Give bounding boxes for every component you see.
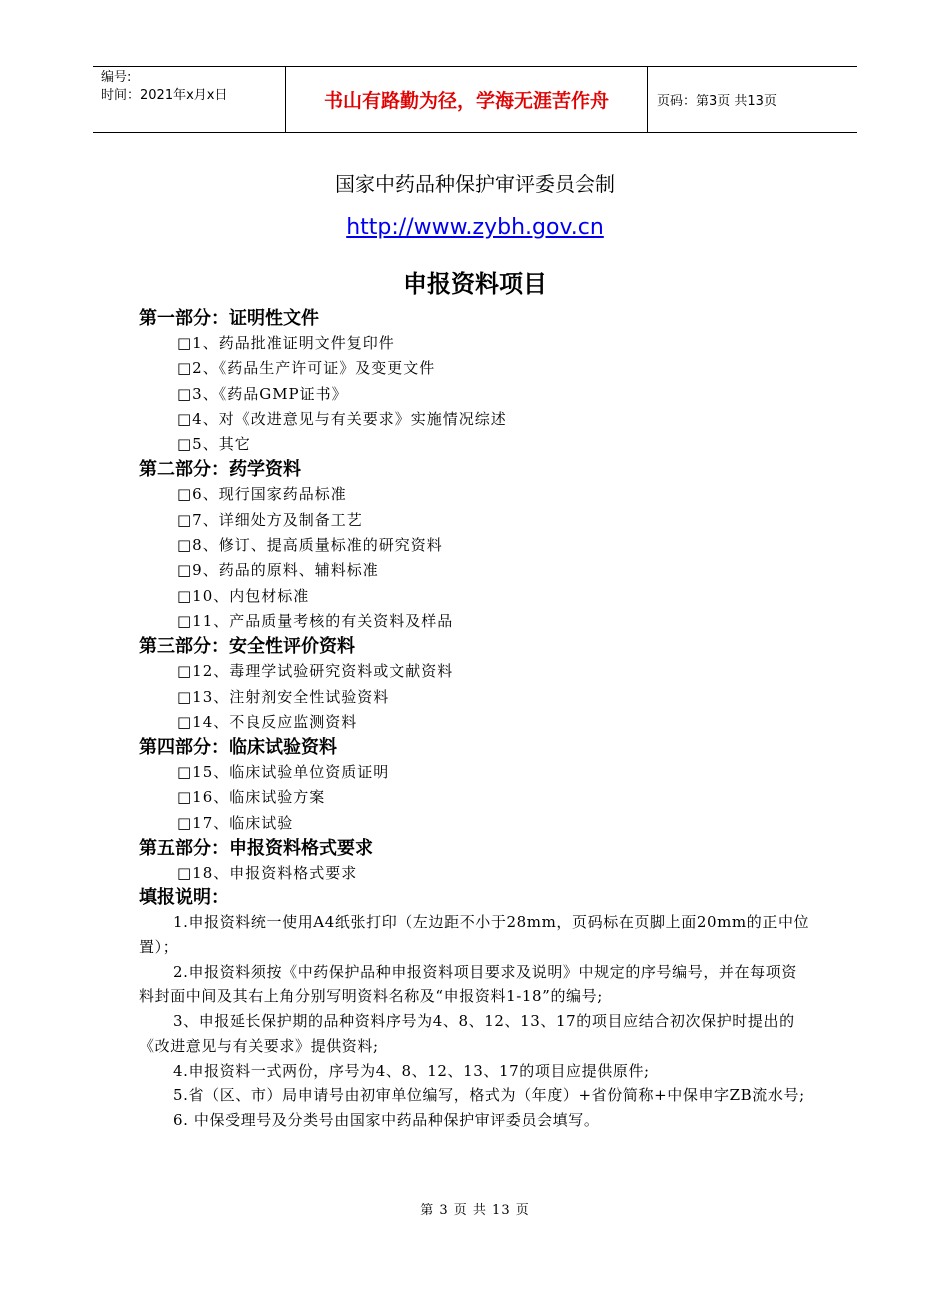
part-section (139, 836, 819, 886)
document-body (139, 306, 819, 1133)
note-paragraph: 5.省（区、市）局申请号由初审单位编写，格式为（年度）+省份简称+中保申字ZB流水号; (173, 1086, 805, 1105)
list-item: □5、其它 (177, 435, 251, 454)
list-item: □6、现行国家药品标准 (177, 485, 347, 504)
list-item: □14、不良反应监测资料 (177, 712, 358, 731)
list-item: □7、详细处方及制备工艺 (177, 510, 363, 529)
header-motto: 书山有路勤为径，学海无涯苦作舟 (286, 67, 648, 132)
part-title: 第四部分：临床试验资料 (139, 737, 337, 759)
part-section (139, 457, 819, 634)
org-name: 国家中药品种保护审评委员会制 (335, 172, 615, 196)
list-item: □8、修订、提高质量标准的研究资料 (177, 536, 443, 555)
list-item: □9、药品的原料、辅料标准 (177, 561, 379, 580)
list-item: □18、申报资料格式要求 (177, 864, 358, 883)
part-title: 第三部分：安全性评价资料 (139, 636, 355, 658)
part-section (139, 735, 819, 836)
note-paragraph: 6. 中保受理号及分类号由国家中药品种保护审评委员会填写。 (173, 1110, 600, 1129)
part-section (139, 634, 819, 735)
note-paragraph: 1.申报资料统一使用A4纸张打印（左边距不小于28mm，页码标在页脚上面20mm的正中位置）； (139, 913, 810, 957)
notes-title: 填报说明： (139, 887, 229, 909)
note-paragraph: 3、申报延长保护期的品种资料序号为4、8、12、13、17的项目应结合初次保护时提出的《改进意见与有关要求》提供资料; (139, 1012, 795, 1055)
page-header (93, 66, 857, 133)
list-item: □15、临床试验单位资质证明 (177, 763, 390, 782)
part-title: 第五部分：申报资料格式要求 (139, 838, 373, 860)
list-item: □4、对《改进意见与有关要求》实施情况综述 (177, 409, 507, 428)
list-item: □17、临床试验 (177, 813, 294, 832)
header-meta (93, 67, 286, 132)
website-link[interactable]: http://www.zybh.gov.cn (346, 215, 604, 240)
list-item: □3、《药品GMP证书》 (177, 384, 348, 403)
list-item: □1、药品批准证明文件复印件 (177, 334, 395, 352)
part-section (139, 306, 819, 457)
note-paragraph: 4.申报资料一式两份，序号为4、8、12、13、17的项目应提供原件; (173, 1061, 650, 1080)
note-paragraph: 2.申报资料须按《中药保护品种申报资料项目要求及说明》中规定的序号编号，并在每项资料封面中间及其右上角分别写明资料名称及“申报资料1-18”的编号; (139, 962, 797, 1006)
list-item: □13、注射剂安全性试验资料 (177, 687, 390, 706)
list-item: □12、毒理学试验研究资料或文献资料 (177, 662, 454, 681)
document-title: 申报资料项目 (403, 270, 547, 298)
header-page-info: 页码：第3页 共13页 (657, 94, 777, 109)
part-title: 第二部分：药学资料 (139, 459, 301, 481)
part-title: 第一部分：证明性文件 (139, 308, 319, 329)
notes-section (139, 886, 819, 1132)
list-item: □2、《药品生产许可证》及变更文件 (177, 359, 436, 378)
list-item: □10、内包材标准 (177, 586, 310, 605)
number-label: 编号: (101, 70, 132, 85)
page-footer: 第 3 页 共 13 页 (420, 1203, 530, 1218)
list-item: □16、临床试验方案 (177, 788, 326, 807)
time-label: 时间：2021年x月x日 (101, 88, 228, 103)
list-item: □11、产品质量考核的有关资料及样品 (177, 611, 454, 630)
